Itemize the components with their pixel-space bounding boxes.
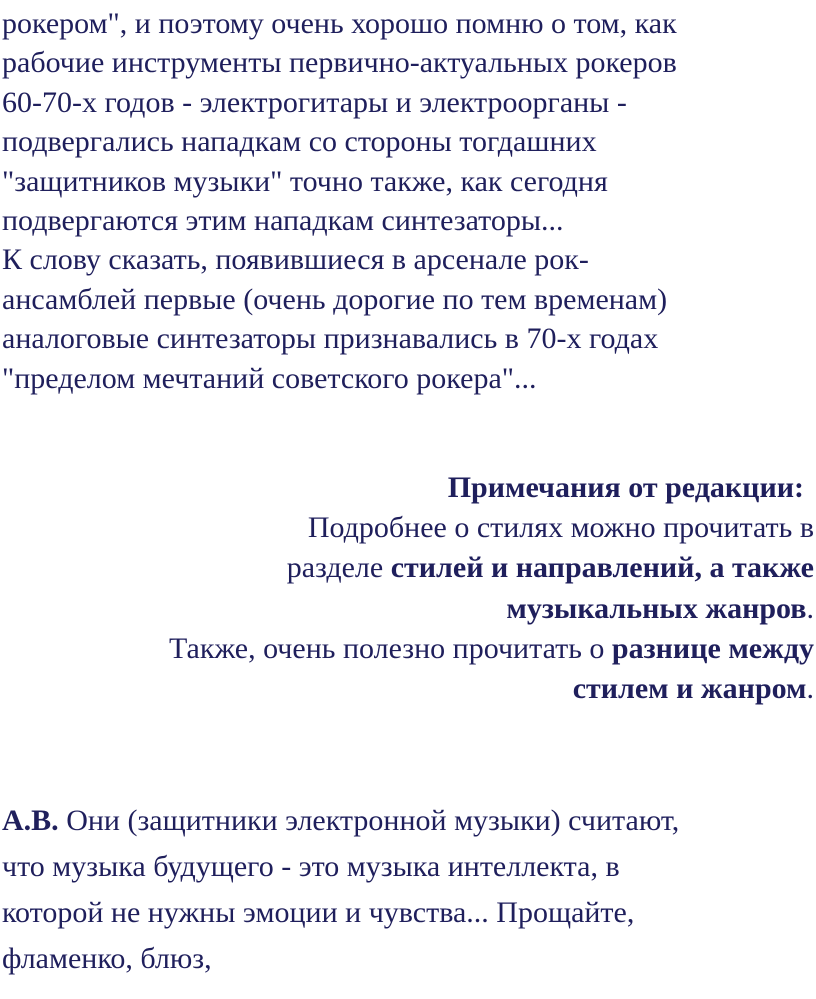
paragraph-1-line: ансамблей первые (очень дорогие по тем временам) [2, 282, 668, 316]
paragraph-2-line-4: фламенко, блюз, [2, 942, 212, 975]
paragraph-2-line-3: которой не нужны эмоции и чувства... Прощайте, [2, 896, 635, 929]
paragraph-1-line: "защитников музыки" точно также, как сегодня [2, 164, 608, 198]
style-genre-link[interactable]: стилем и жанром [572, 672, 807, 706]
paragraph-1-line: рабочие инструменты первично-актуальных рокеров [2, 46, 677, 80]
notes-heading: Примечания от редакции: [447, 471, 804, 504]
paragraph-1-line: подвергались нападкам со стороны тогдашних [2, 125, 597, 159]
paragraph-1-line: К слову сказать, появившиеся в арсенале рок- [2, 243, 589, 277]
paragraph-2-line-1-text: Они (защитники электронной музыки) считают, [58, 804, 680, 837]
editorial-notes [2, 468, 814, 709]
paragraph-2-line-1 [2, 798, 814, 844]
notes-line-1: Подробнее о стилях можно прочитать в [307, 511, 814, 545]
notes-line-4 [2, 629, 814, 669]
notes-line-2-text: разделе [286, 551, 391, 585]
paragraph-1-line: аналоговые синтезаторы признавались в 70-х годах [2, 322, 659, 356]
notes-line-5-period: . [806, 672, 814, 706]
difference-link[interactable]: разнице между [611, 631, 814, 665]
paragraph-1 [2, 4, 814, 398]
paragraph-2-line-2: что музыка будущего - это музыка интеллекта, в [2, 850, 620, 883]
notes-line-2 [2, 548, 814, 588]
notes-line-4-text: Также, очень полезно прочитать о [168, 631, 612, 665]
speaker-initials: А.В. [2, 804, 59, 837]
notes-line-3 [2, 589, 814, 629]
paragraph-1-line: "пределом мечтаний советского рокера"... [2, 361, 537, 395]
paragraph-1-line: подвергаются этим нападкам синтезаторы... [2, 204, 564, 238]
music-genres-link[interactable]: музыкальных жанров [506, 591, 807, 625]
styles-directions-link[interactable]: стилей и направлений, а также [390, 551, 814, 585]
paragraph-1-line: рокером", и поэтому очень хорошо помню о том, как [2, 7, 677, 40]
notes-line-3-period: . [806, 591, 814, 625]
notes-line-5 [2, 669, 814, 709]
paragraph-1-line: 60-70-х годов - электрогитары и электроорганы - [2, 85, 627, 119]
paragraph-2 [2, 798, 814, 982]
